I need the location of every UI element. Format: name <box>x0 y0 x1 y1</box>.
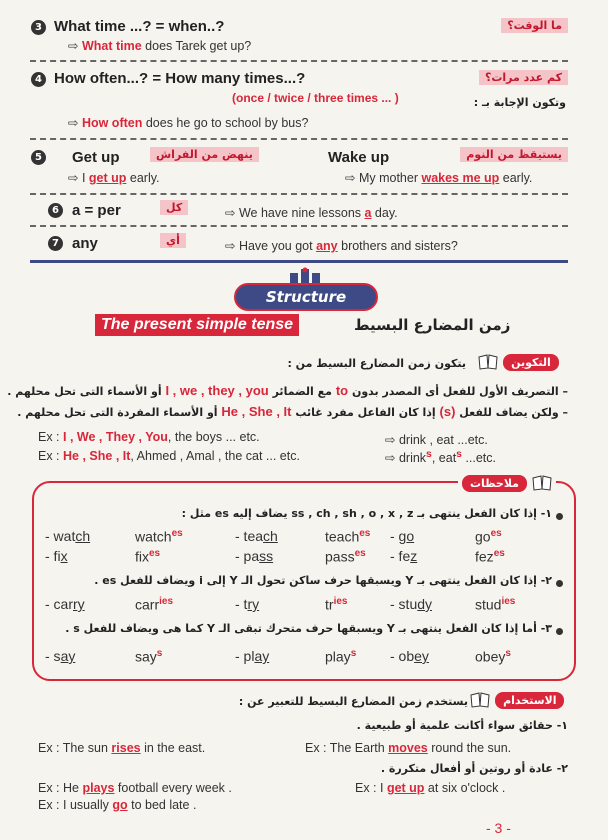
item-6-example-pre: We have nine lessons <box>238 206 365 220</box>
verb-stem: go <box>475 528 491 545</box>
verb-cell <box>325 548 366 565</box>
verb-suffix: es <box>171 528 183 539</box>
verb-stem: fez <box>475 548 494 565</box>
rule-1-pronouns: I , we , they , you <box>165 383 269 398</box>
verb-suffix: es <box>359 528 371 539</box>
verb-ending: ay <box>254 648 270 664</box>
verb-suffix: ies <box>501 596 516 607</box>
verb-eat-suffix: s <box>456 449 462 460</box>
verb-stem: - wat <box>45 528 76 544</box>
verb-stem: fix <box>135 548 149 565</box>
item-4-highlight: How often <box>81 116 143 130</box>
item-4-arabic: كم عدد مرات؟ <box>479 70 568 85</box>
item-5-highlight-2: wakes me up <box>421 171 500 185</box>
item-7-example-rest: brothers and sisters? <box>337 239 458 253</box>
formation-rule-1 <box>7 383 568 398</box>
formation-label <box>478 351 559 370</box>
formation-rule-2 <box>17 404 568 419</box>
item-number-6: 6 <box>48 203 63 218</box>
verb-ending: ch <box>75 528 91 544</box>
verb-suffix: s <box>350 648 357 659</box>
verb-suffix: es <box>354 548 366 559</box>
formation-example-1 <box>38 430 260 444</box>
item-5-example-2: ⇨ My mother wakes me up early. <box>345 171 533 185</box>
item-5-arabic-2: يستيقظ من النوم <box>460 147 568 162</box>
item-5-arabic-1: ينهض من الفراش <box>150 147 259 162</box>
verb-cell <box>235 528 278 544</box>
item-4-answer-arabic: وتكون الإجابة بـ : <box>473 96 566 109</box>
verb-stem: stud <box>475 596 502 613</box>
bullet-icon <box>556 513 563 520</box>
verb-stem: - t <box>235 596 248 612</box>
formation-ex-1-pronouns: I , We , They , You <box>63 430 168 444</box>
verb-stem: carr <box>135 596 160 613</box>
verb-stem: - stu <box>390 596 418 612</box>
usage-ex-1a-rest: in the east. <box>140 741 206 755</box>
item-number-4: 4 <box>31 72 46 87</box>
structure-badge-label: Structure <box>265 288 347 306</box>
book-icon <box>478 354 498 370</box>
item-5-heading-1: Get up <box>72 149 120 166</box>
notes-label <box>458 472 556 491</box>
rule-2-s: (s) <box>439 404 456 419</box>
verb-cell <box>390 596 432 612</box>
divider <box>30 60 568 62</box>
verb-stem: obey <box>475 648 506 665</box>
item-5-example-1-rest: early. <box>126 171 160 185</box>
note-2-text: ٢- إذا كان الفعل ينتهى بـ Y ويسبقها حرف ساكن تحول الـ Y إلى i ويضاف للفعل es . <box>94 574 552 587</box>
verb-stem: - tea <box>235 528 264 544</box>
rule-1-to: to <box>335 383 349 398</box>
bullet-icon <box>556 628 563 635</box>
verb-cell <box>45 528 90 544</box>
verb-stem: - car <box>45 596 73 612</box>
verb-cell <box>235 648 269 664</box>
usage-ex-1b-pre: Ex : The Earth <box>305 741 389 755</box>
verb-cell <box>135 596 173 613</box>
item-3-heading: What time ...? = when..? <box>54 18 225 35</box>
verb-cell <box>45 648 75 664</box>
verb-suffix: s <box>505 648 511 659</box>
item-7-example: ⇨ Have you got any brothers and sisters? <box>225 239 458 253</box>
ex-label: Ex : <box>38 430 60 444</box>
verb-ending: ey <box>414 648 429 664</box>
verb-etc: ...etc. <box>461 451 497 466</box>
verb-cell <box>235 548 273 564</box>
verb-stem: - g <box>390 528 407 544</box>
item-6-example-rest: day. <box>371 206 398 220</box>
usage-point-2: ٢- عادة أو روتين أو أفعال متكررة . <box>380 762 568 775</box>
usage-ex-2b-pre: Ex : I <box>355 781 387 795</box>
verb-suffix: s <box>156 648 163 659</box>
notes-title: ملاحظات <box>462 475 527 492</box>
item-5-example-2-rest: early. <box>499 171 533 185</box>
rule-2-pronouns: He , She , It <box>221 404 292 419</box>
verb-stem: - pl <box>235 648 255 664</box>
formation-ex-2-rest: , Ahmed , Amal , the cat ... etc. <box>130 449 300 463</box>
verb-ending: z <box>410 548 418 564</box>
verb-ending: ss <box>259 548 274 564</box>
usage-ex-2b-rest: at six o'clock . <box>424 781 506 795</box>
item-6-example: ⇨ We have nine lessons a day. <box>225 206 398 220</box>
item-3-example: ⇨ What time does Tarek get up? <box>68 39 252 53</box>
verb-drink-suffix: s <box>426 449 432 460</box>
formation-example-2-verbs: ⇨ drink$^s$, eat$^s$ ...etc. <box>385 449 497 466</box>
verb-stem: tr <box>325 596 334 613</box>
item-5-example-2-pre: My mother <box>358 171 422 185</box>
verb-stem: teach <box>325 528 360 545</box>
verb-ending: x <box>60 548 68 564</box>
verb-suffix: ies <box>333 596 348 607</box>
verb-ending: ay <box>60 648 76 664</box>
structure-badge <box>234 283 378 311</box>
item-7-highlight: any <box>316 239 338 253</box>
verb-stem: - fi <box>45 548 61 564</box>
item-number-3: 3 <box>31 20 46 35</box>
verb-cell <box>235 596 259 612</box>
verb-ending: ry <box>247 596 260 612</box>
item-7-example-pre: Have you got <box>238 239 317 253</box>
rule-2-part-a: – ولكن يضاف للفعل <box>459 406 568 419</box>
item-number-5: 5 <box>31 150 46 165</box>
usage-title: الاستخدام <box>495 692 564 709</box>
verb-suffix: ies <box>159 596 174 607</box>
book-icon <box>470 692 490 708</box>
usage-example-1b <box>305 741 511 755</box>
usage-ex-1b-highlight: moves <box>388 741 428 755</box>
verb-stem: play <box>325 648 351 665</box>
tense-title-english: The present simple tense <box>95 314 299 336</box>
item-5-example-1: ⇨ I get up early. <box>68 171 160 185</box>
item-6-heading: a = per <box>72 202 121 219</box>
item-5-heading-2: Wake up <box>328 149 390 166</box>
item-3-highlight: What time <box>81 39 142 53</box>
verb-cell <box>475 548 505 565</box>
item-3-arabic: ما الوقت؟ <box>501 18 568 33</box>
page-number: - 3 - <box>486 820 511 836</box>
rule-1-part-b: مع الضمائر <box>272 385 332 398</box>
verb-cell <box>390 548 417 564</box>
ex-label: Ex : <box>38 449 60 463</box>
verb-cell <box>390 648 429 664</box>
item-6-highlight: a <box>364 206 372 220</box>
verb-suffix: es <box>493 548 505 559</box>
usage-example-2b <box>355 781 505 795</box>
tense-title-arabic: زمن المضارع البسيط <box>354 316 511 334</box>
verb-cell <box>135 548 160 565</box>
formation-ex-1-rest: , the boys ... etc. <box>167 430 260 444</box>
usage-point-1: ١- حقائق سواء أكانت علمية أو طبيعية . <box>356 719 568 732</box>
rule-1-part-c: أو الأسماء التى تحل محلهم . <box>7 385 162 398</box>
usage-ex-1b-rest: round the sun. <box>427 741 512 755</box>
item-5-example-1-pre: I <box>81 171 89 185</box>
verb-stem: say <box>135 648 157 665</box>
usage-example-1a <box>38 741 205 755</box>
formation-example-1-verbs: ⇨ drink , eat ...etc. <box>385 433 488 447</box>
verb-stem: - pa <box>235 548 260 564</box>
usage-example-2c <box>38 798 196 812</box>
usage-label <box>470 689 564 708</box>
verb-eat: , eat <box>431 451 457 466</box>
verb-cell <box>135 648 162 665</box>
verb-cell <box>135 528 183 545</box>
verb-suffix: es <box>149 548 161 559</box>
item-3-example-rest: does Tarek get up? <box>141 39 252 53</box>
usage-ex-2a-highlight: plays <box>82 781 115 795</box>
formation-example-2 <box>38 449 300 463</box>
verb-ending: ch <box>263 528 278 544</box>
usage-ex-1a-highlight: rises <box>111 741 141 755</box>
usage-intro: يستخدم زمن المضارع البسيط للتعبير عن : <box>238 695 468 708</box>
divider <box>30 138 568 140</box>
bullet-icon <box>556 580 563 587</box>
item-4-heading: How often...? = How many times...? <box>54 70 306 87</box>
rule-2-part-b: إذا كان الفاعل مفرد غائب <box>295 406 436 419</box>
item-5-highlight-1: get up <box>88 171 127 185</box>
formation-ex-2-pronouns: He , She , It <box>63 449 131 463</box>
verb-ending: o <box>406 528 415 544</box>
note-3-text: ٣- أما إذا كان الفعل ينتهى بـ Y ويسبقها حرف متحرك تبقى الـ Y كما هى ويضاف للفعل s . <box>65 622 552 635</box>
book-icon <box>532 475 552 491</box>
verb-cell <box>45 596 85 612</box>
usage-ex-2a-pre: Ex : He <box>38 781 83 795</box>
note-1-text: ١- إذا كان الفعل ينتهى بـ ss , ch , sh , o , x , z يضاف إليه es مثل : <box>181 507 552 520</box>
usage-example-2a <box>38 781 232 795</box>
rule-1-part-a: – التصريف الأول للفعل أى المصدر بدون <box>351 385 568 398</box>
usage-ex-2a-rest: football every week . <box>114 781 232 795</box>
item-6-arabic: كل <box>160 200 188 215</box>
verb-cell <box>325 528 370 545</box>
usage-ex-2c-rest: to bed late . <box>127 798 197 812</box>
verb-stem: pass <box>325 548 355 565</box>
verb-cell <box>325 648 356 665</box>
usage-ex-2c-highlight: go <box>112 798 128 812</box>
verb-drink: drink <box>398 451 427 466</box>
verb-stem: watch <box>135 528 172 545</box>
verb-stem: - ob <box>390 648 415 664</box>
divider <box>30 193 568 195</box>
verb-cell <box>475 528 502 545</box>
verb-cell <box>475 648 511 665</box>
verb-ending: ry <box>73 596 85 612</box>
usage-ex-2b-highlight: get up <box>386 781 425 795</box>
verb-cell <box>475 596 515 613</box>
item-4-example: ⇨ How often does he go to school by bus? <box>68 116 309 130</box>
usage-ex-2c-pre: Ex : I usually <box>38 798 113 812</box>
section-divider <box>30 260 568 263</box>
item-4-answer-english: (once / twice / three times ... ) <box>232 91 399 105</box>
verb-cell <box>390 528 414 544</box>
item-7-arabic: أي <box>160 233 186 248</box>
item-number-7: 7 <box>48 236 63 251</box>
item-4-example-rest: does he go to school by bus? <box>142 116 309 130</box>
formation-intro: يتكون زمن المضارع البسيط من : <box>287 357 466 370</box>
verb-cell <box>325 596 347 613</box>
item-7-heading: any <box>72 235 98 252</box>
verb-stem: - s <box>45 648 61 664</box>
verb-suffix: es <box>490 528 502 539</box>
rule-2-part-c: أو الأسماء المفردة التى تحل محلهم . <box>17 406 218 419</box>
formation-ex-1-verbs-text: drink , eat ...etc. <box>398 433 488 447</box>
formation-title: التكوين <box>503 354 559 371</box>
verb-cell <box>45 548 68 564</box>
usage-ex-1a-pre: Ex : The sun <box>38 741 112 755</box>
verb-stem: - fe <box>390 548 411 564</box>
divider <box>30 225 568 227</box>
verb-ending: dy <box>417 596 433 612</box>
